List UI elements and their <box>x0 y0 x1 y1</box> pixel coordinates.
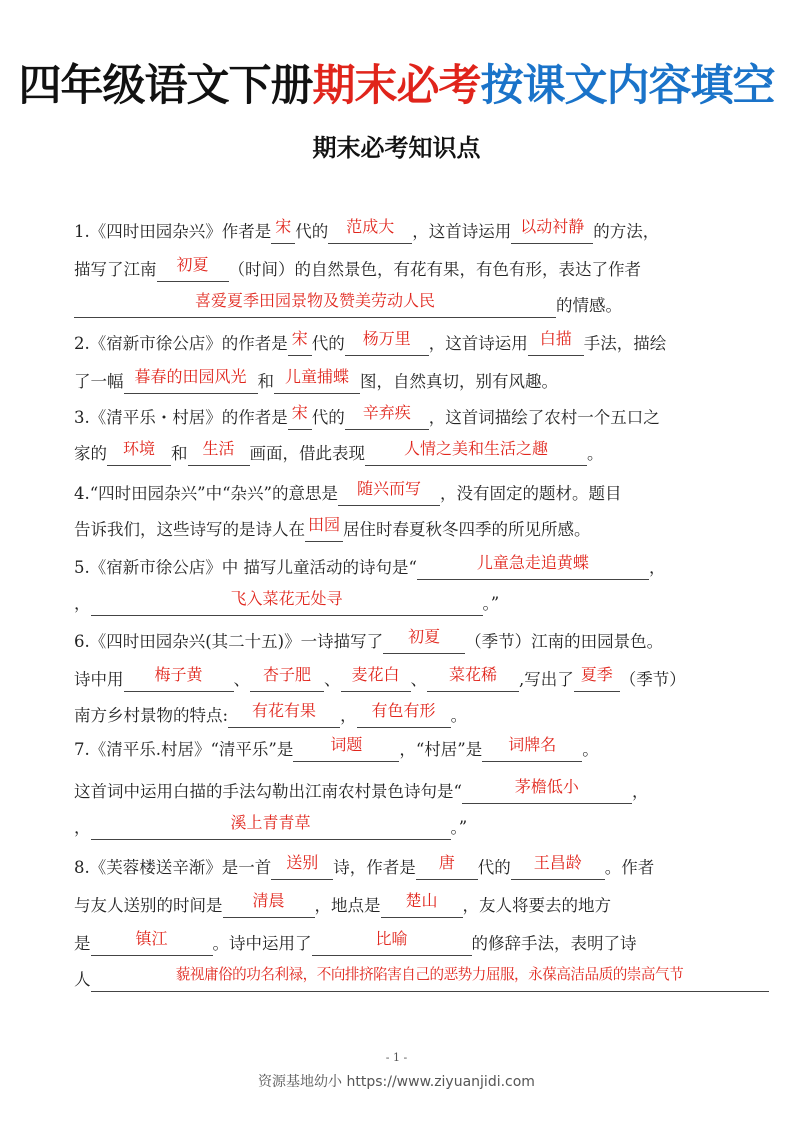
answer-blank <box>383 627 465 654</box>
text-segment: 。 <box>587 444 604 463</box>
answer: 杏子肥 <box>262 665 311 684</box>
answer: 梅子黄 <box>154 665 203 684</box>
answer-blank <box>574 665 620 692</box>
text-segment: 人 <box>74 970 91 989</box>
title-part-topic: 按课文内容填空 <box>480 61 775 111</box>
answer-blank <box>271 217 295 244</box>
text-segment: 、 <box>324 670 341 689</box>
text-segment: 了一幅 <box>74 372 124 391</box>
answer-blank <box>271 853 333 880</box>
answer-blank <box>293 735 399 762</box>
answer: 楚山 <box>405 891 438 910</box>
text-segment: 手法，描绘 <box>583 334 667 353</box>
answer: 唐 <box>438 853 455 872</box>
text-segment: （季节）江南的田园景色。 <box>465 632 664 651</box>
answer: 王昌龄 <box>533 853 582 872</box>
q6-line1 <box>74 627 664 654</box>
answer: 清晨 <box>252 891 285 910</box>
q7-line1 <box>74 735 599 762</box>
text-segment: （季节） <box>619 670 686 689</box>
answer-blank <box>91 966 769 992</box>
answer-blank <box>345 329 429 356</box>
text-segment: 代的 <box>311 408 345 427</box>
answer: 田园 <box>307 515 340 534</box>
answer: 儿童捕蝶 <box>284 367 349 386</box>
text-segment: 、 <box>233 670 250 689</box>
answer: 飞入菜花无处寻 <box>230 589 343 608</box>
text-segment: 的情感。 <box>556 296 622 315</box>
answer: 范成大 <box>346 217 395 236</box>
text-segment: ，没有固定的题材。题目 <box>439 484 622 503</box>
text-segment: 诗中用 <box>74 670 124 689</box>
text-segment: 8.《芙蓉楼送辛渐》是一首 <box>74 858 272 877</box>
text-segment: 代的 <box>477 858 511 877</box>
answer-blank <box>107 439 171 466</box>
q8-line2 <box>74 891 722 918</box>
answer-blank <box>341 665 411 692</box>
q3-line2 <box>74 439 604 466</box>
q2-line2 <box>74 367 558 394</box>
q4-line1 <box>74 479 722 506</box>
answer-blank <box>381 891 463 918</box>
answer-blank <box>124 367 258 394</box>
answer: 菜花稀 <box>448 665 497 684</box>
text-segment: 是 <box>74 934 91 953</box>
text-segment: ，这首诗运用 <box>428 334 528 353</box>
answer: 有色有形 <box>371 701 436 720</box>
answer: 随兴而写 <box>356 479 421 498</box>
text-segment: ，这首诗运用 <box>412 222 512 241</box>
q7-line3 <box>74 813 468 840</box>
title-part-grade: 四年级语文下册 <box>18 61 313 111</box>
answer: 白描 <box>539 329 572 348</box>
text-segment: 。作者 <box>604 858 655 877</box>
text-segment: 。诗中运用了 <box>212 934 312 953</box>
text-segment: 图，自然真切，别有风趣。 <box>360 372 558 391</box>
answer-blank <box>223 891 315 918</box>
text-segment: ，地点是 <box>314 896 381 915</box>
q1-line1 <box>74 217 722 244</box>
text-segment: 居住时春夏秋冬四季的所见所感。 <box>343 520 591 539</box>
answer: 辛弃疾 <box>362 403 411 422</box>
text-segment: 。 <box>582 740 599 759</box>
text-segment: 画面，借此表现 <box>249 444 365 463</box>
text-segment: （时间）的自然景色，有花有果，有色有形，表达了作者 <box>228 260 641 279</box>
text-segment: 7.《清平乐.村居》“清平乐”是 <box>74 740 294 759</box>
answer-blank <box>365 439 587 466</box>
text-segment: ,写出了 <box>519 670 574 689</box>
answer-blank <box>416 853 478 880</box>
text-segment: 的方法， <box>593 222 660 241</box>
text-segment: 5.《宿新市徐公店》中 描写儿童活动的诗句是“ <box>74 558 417 577</box>
text-segment: 、 <box>410 670 427 689</box>
answer: 茅檐低小 <box>514 777 579 796</box>
answer: 喜爱夏季田园景物及赞美劳动人民 <box>194 291 435 310</box>
answer-blank <box>188 439 250 466</box>
title-part-exam: 期末必考 <box>312 61 481 111</box>
answer: 宋 <box>291 403 308 422</box>
answer-blank <box>74 291 556 318</box>
text-segment: 。 <box>450 706 468 725</box>
q7-line2 <box>74 777 649 804</box>
answer-blank <box>312 929 472 956</box>
text-segment: 南方乡村景物的特点: <box>74 706 229 725</box>
answer-blank <box>462 777 632 804</box>
answer: 麦花白 <box>351 665 400 684</box>
text-segment: 。” <box>450 818 468 837</box>
footer-website: 资源基地幼小 https://www.ziyuanjidi.com <box>258 1074 535 1090</box>
text-segment: 和 <box>257 372 274 391</box>
answer-blank <box>338 479 440 506</box>
answer-blank <box>124 665 234 692</box>
text-segment: 。” <box>482 594 500 613</box>
q8-line4 <box>74 968 769 992</box>
q6-line3 <box>74 701 468 728</box>
text-segment: 代的 <box>311 334 345 353</box>
text-segment: 和 <box>171 444 188 463</box>
answer-blank <box>91 589 483 616</box>
answer-blank <box>482 735 582 762</box>
text-segment: 与友人送别的时间是 <box>74 896 223 915</box>
text-segment: 家的 <box>74 444 107 463</box>
answer: 比喻 <box>375 929 408 948</box>
answer: 初夏 <box>408 627 441 646</box>
q5-line2 <box>74 589 500 616</box>
answer: 以动衬静 <box>520 217 585 236</box>
q4-line2 <box>74 515 591 542</box>
answer: 藐视庸俗的功名利禄，不向排挤陷害自己的恶势力屈服，永葆高洁品质的崇高气节 <box>175 966 684 983</box>
q8-line1 <box>74 853 722 880</box>
answer: 初夏 <box>176 255 209 274</box>
text-segment: 告诉我们，这些诗写的是诗人在 <box>74 520 305 539</box>
q1-line2 <box>74 255 641 282</box>
answer: 暮春的田园风光 <box>134 367 247 386</box>
text-segment: ， <box>74 818 91 837</box>
answer-blank <box>305 515 343 542</box>
text-segment: ，友人将要去的地方 <box>462 896 611 915</box>
answer: 杨万里 <box>362 329 411 348</box>
answer-blank <box>328 217 412 244</box>
answer: 词牌名 <box>508 735 557 754</box>
q1-line3 <box>74 291 622 318</box>
answer-blank <box>417 553 649 580</box>
answer-blank <box>157 255 229 282</box>
text-segment: 6.《四时田园杂兴(其二十五)》一诗描写了 <box>74 632 384 651</box>
answer: 有花有果 <box>252 701 317 720</box>
answer: 词题 <box>330 735 363 754</box>
answer: 儿童急走追黄蝶 <box>476 553 589 572</box>
text-segment: ， <box>648 558 666 577</box>
answer-blank <box>511 853 605 880</box>
answer: 送别 <box>286 853 319 872</box>
text-segment: ， <box>340 706 357 725</box>
answer-blank <box>511 217 593 244</box>
text-segment: 这首词中运用白描的手法勾勒出江南农村景色诗句是“ <box>74 782 462 801</box>
page-title <box>0 52 793 113</box>
answer: 镇江 <box>135 929 168 948</box>
q8-line3 <box>74 929 722 956</box>
answer-blank <box>528 329 584 356</box>
q2-line1 <box>74 329 722 356</box>
answer-blank <box>250 665 324 692</box>
answer-blank <box>357 701 451 728</box>
text-segment: ，“村居”是 <box>399 740 483 759</box>
text-segment: 4.“四时田园杂兴”中“杂兴”的意思是 <box>74 484 338 503</box>
text-segment: 2.《宿新市徐公店》的作者是 <box>74 334 288 353</box>
answer-blank <box>345 403 429 430</box>
answer-blank <box>427 665 519 692</box>
q5-line1 <box>74 553 666 580</box>
page-number: - 1 - <box>385 1051 408 1064</box>
answer: 宋 <box>275 217 292 236</box>
text-segment: 诗，作者是 <box>333 858 416 877</box>
answer-blank <box>91 929 213 956</box>
text-segment: 3.《清平乐・村居》的作者是 <box>74 408 288 427</box>
answer: 溪上青青草 <box>230 813 311 832</box>
answer-blank <box>288 403 312 430</box>
text-segment: 代的 <box>295 222 329 241</box>
q3-line1 <box>74 403 722 430</box>
answer-blank <box>228 701 340 728</box>
text-segment: ， <box>631 782 649 801</box>
answer-blank <box>274 367 360 394</box>
answer: 宋 <box>291 329 308 348</box>
text-segment: ， <box>74 594 91 613</box>
answer-blank <box>288 329 312 356</box>
text-segment: ，这首词描绘了农村一个五口之 <box>428 408 660 427</box>
answer: 人情之美和生活之趣 <box>403 439 548 458</box>
text-segment: 的修辞手法，表明了诗 <box>471 934 637 953</box>
text-segment: 描写了江南 <box>74 260 157 279</box>
answer: 生活 <box>202 439 235 458</box>
answer: 夏季 <box>580 665 613 684</box>
page-subtitle: 期末必考知识点 <box>312 134 481 162</box>
text-segment: 1.《四时田园杂兴》作者是 <box>74 222 272 241</box>
answer-blank <box>91 813 451 840</box>
q6-line2 <box>74 665 686 692</box>
answer: 环境 <box>122 439 155 458</box>
